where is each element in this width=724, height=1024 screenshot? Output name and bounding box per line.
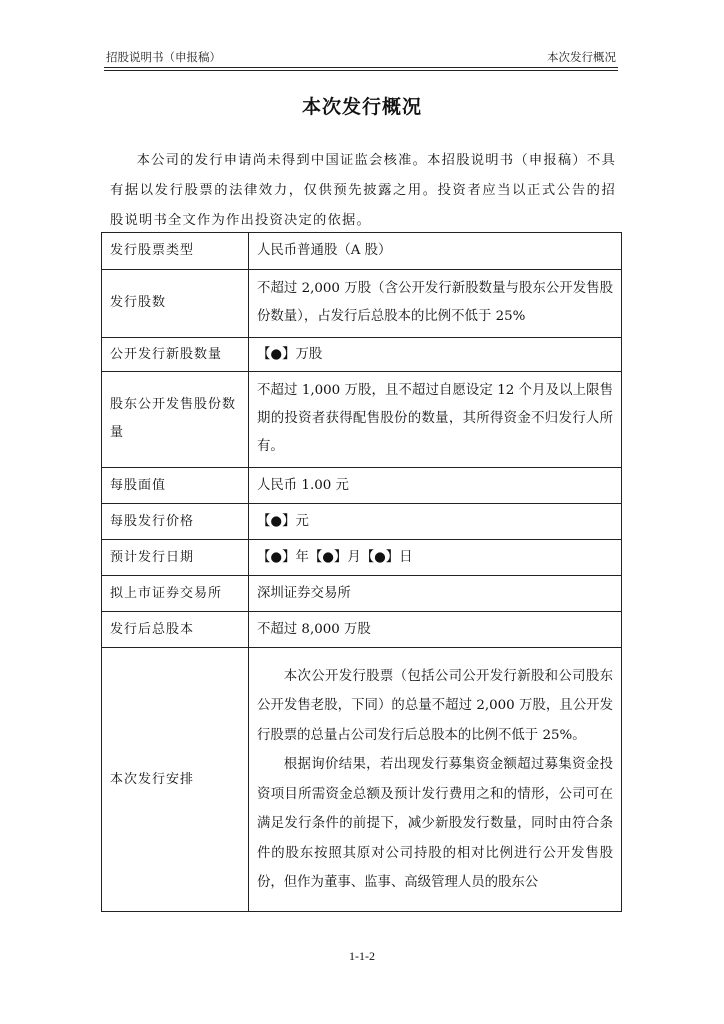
header-section-title: 本次发行概况 bbox=[547, 50, 616, 64]
arrangement-paragraph-1: 本次公开发行股票（包括公司公开发行新股和公司股东公开发售老股，下同）的总量不超过 2,000 万股，且公开发行股票的总量占公司发行后总股本的比例不低于 25%。 bbox=[257, 668, 613, 743]
row-value: 【●】万股 bbox=[249, 338, 622, 372]
table-row bbox=[102, 576, 622, 612]
row-label: 公开发行新股数量 bbox=[102, 338, 249, 372]
intro-paragraph: 本公司的发行申请尚未得到中国证监会核准。本招股说明书（申报稿）不具有据以发行股票的法律效力，仅供预先披露之用。投资者应当以正式公告的招股说明书全文作为作出投资决定的依据。 bbox=[110, 153, 616, 228]
row-label: 每股发行价格 bbox=[102, 504, 249, 540]
row-label: 发行股票类型 bbox=[102, 233, 249, 270]
table-row bbox=[102, 372, 622, 468]
row-label: 本次发行安排 bbox=[102, 648, 249, 912]
row-value: 不超过 8,000 万股 bbox=[249, 612, 622, 648]
row-value: 【●】年【●】月【●】日 bbox=[249, 540, 622, 576]
row-label: 发行股数 bbox=[102, 270, 249, 338]
row-value: 不超过 1,000 万股，且不超过自愿设定 12 个月及以上限售期的投资者获得配售股份的数量，其所得资金不归发行人所有。 bbox=[249, 372, 622, 468]
table-row bbox=[102, 233, 622, 270]
page-header bbox=[104, 48, 618, 66]
table-row bbox=[102, 270, 622, 338]
row-value: 人民币普通股（A 股） bbox=[249, 233, 622, 270]
row-value: 【●】元 bbox=[249, 504, 622, 540]
page-title: 本次发行概况 bbox=[301, 96, 422, 118]
row-value: 人民币 1.00 元 bbox=[249, 468, 622, 504]
row-value: 深圳证券交易所 bbox=[249, 576, 622, 612]
header-rule-thin bbox=[104, 70, 618, 71]
row-value: 不超过 2,000 万股（含公开发行新股数量与股东公开发售股份数量），占发行后总股本的比例不低于 25% bbox=[249, 270, 622, 338]
arrangement-paragraph-2: 根据询价结果，若出现发行募集资金额超过募集资金投资项目所需资金总额及预计发行费用之和的情形，公司可在满足发行条件的前提下，减少新股发行数量，同时由符合条件的股东按照其原对公司持股的相对比例进行公开发售股份，但作为董事、监事、高级管理人员的股东公 bbox=[257, 757, 613, 890]
page-number: 1-1-2 bbox=[349, 949, 375, 963]
row-label: 每股面值 bbox=[102, 468, 249, 504]
row-label: 拟上市证券交易所 bbox=[102, 576, 249, 612]
table-row bbox=[102, 468, 622, 504]
table-row bbox=[102, 504, 622, 540]
header-document-title: 招股说明书（申报稿） bbox=[106, 50, 221, 64]
header-rule-thick bbox=[104, 67, 618, 68]
row-label: 发行后总股本 bbox=[102, 612, 249, 648]
offering-info-table bbox=[101, 232, 622, 912]
row-label: 预计发行日期 bbox=[102, 540, 249, 576]
row-value bbox=[249, 648, 622, 912]
table-row bbox=[102, 648, 622, 912]
row-label: 股东公开发售股份数量 bbox=[102, 372, 249, 468]
table-row bbox=[102, 612, 622, 648]
table-row bbox=[102, 338, 622, 372]
table-row bbox=[102, 540, 622, 576]
